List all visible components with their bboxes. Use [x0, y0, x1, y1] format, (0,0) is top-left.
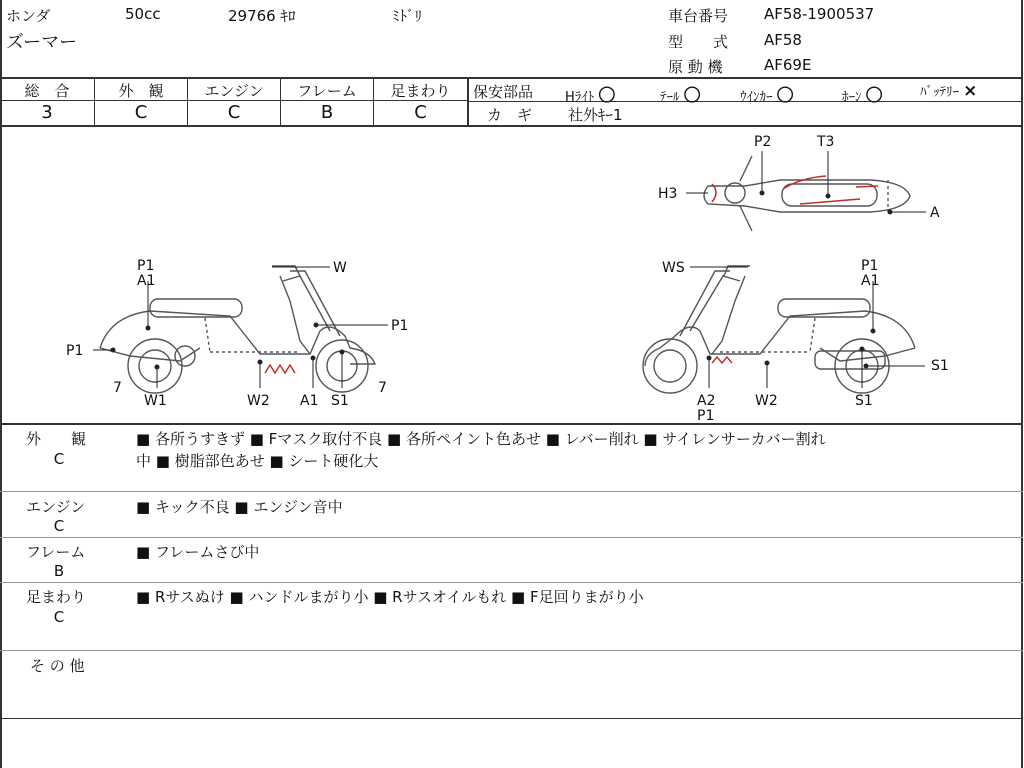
grade-header-suspension: 足まわり	[390, 82, 451, 100]
section-suspension-grade: C	[53, 608, 65, 626]
label-left-s1: S1	[331, 393, 349, 409]
damage-diagram	[0, 126, 1021, 423]
section-suspension-note: ■ Rサスぬけ ■ ハンドルまがり小 ■ Rサスオイルもれ ■ F足回りまがり小	[136, 588, 644, 606]
label-top-h3: H3	[658, 186, 678, 202]
safety-item-winker	[740, 81, 794, 106]
rule-sec3	[0, 582, 1023, 583]
cross-mark-icon: ×	[963, 81, 978, 101]
frame-no: AF58-1900537	[764, 5, 875, 23]
label-left-a1-bottom: A1	[300, 393, 319, 409]
label-right-w2: W2	[755, 393, 778, 409]
safety-item-name: ｳｲﾝｶｰ	[740, 90, 773, 105]
label-top-p2: P2	[754, 134, 772, 150]
section-exterior-note-2: 中 ■ 樹脂部色あせ ■ シート硬化大	[136, 452, 379, 470]
label-left-w: W	[333, 260, 347, 276]
label-left-a1-top: A1	[137, 273, 156, 289]
mileage: 29766 ｷﾛ	[228, 7, 296, 25]
section-engine-note: ■ キック不良 ■ エンジン音中	[136, 498, 343, 516]
section-frame-grade: B	[53, 562, 65, 580]
safety-item-name: ﾊﾞｯﾃﾘｰ	[920, 85, 959, 100]
section-frame-title: フレーム	[26, 543, 86, 561]
engine-value: AF69E	[764, 56, 812, 74]
section-exterior-title: 外 観	[26, 430, 87, 448]
maker: ホンダ	[6, 7, 51, 25]
section-exterior-grade: C	[53, 450, 65, 468]
label-top-a: A	[930, 205, 940, 221]
label-right-p1-top: P1	[861, 258, 879, 274]
safety-item-horn	[842, 81, 883, 106]
circle-mark-icon: 〇	[776, 86, 794, 106]
section-suspension-title: 足まわり	[26, 588, 87, 606]
grade-suspension: C	[414, 102, 427, 123]
col-div-5	[467, 78, 469, 126]
grade-frame: B	[320, 102, 334, 123]
rule-diagram	[0, 423, 1023, 425]
safety-item-name: ﾎｰﾝ	[842, 90, 862, 105]
frame-right	[1021, 0, 1023, 768]
color: ﾐﾄﾞﾘ	[392, 7, 423, 25]
rule-sec2	[0, 537, 1023, 538]
section-frame-note: ■ フレームさび中	[136, 543, 260, 561]
rule-header	[0, 77, 1023, 79]
safety-item-tail	[660, 81, 701, 106]
safety-item-name: ﾃｰﾙ	[660, 90, 680, 105]
safety-item-headlight	[565, 81, 615, 106]
scooter-top-view	[704, 156, 910, 231]
type-value: AF58	[764, 31, 802, 49]
grade-header-frame: フレーム	[297, 82, 357, 100]
grade-engine: C	[227, 102, 241, 123]
grade-total: 3	[41, 102, 53, 123]
label-right-a1-top: A1	[861, 273, 880, 289]
key-label: カ ギ	[487, 106, 533, 124]
label-left-p1-left: P1	[66, 343, 84, 359]
key-value: 社外ｷｰ1	[568, 106, 623, 124]
label-right-ws: WS	[662, 260, 685, 276]
circle-mark-icon: 〇	[598, 86, 616, 106]
safety-item-name: Hﾗｲﾄ	[565, 90, 595, 105]
rule-sec5	[0, 718, 1023, 719]
engine-label: 原 動 機	[668, 58, 723, 76]
label-right-s1-side: S1	[931, 358, 949, 374]
label-left-w1: W1	[144, 393, 167, 409]
label-right-a2: A2	[697, 393, 716, 409]
label-left-7b: 7	[378, 380, 387, 396]
label-left-w2: W2	[247, 393, 270, 409]
label-right-p1-bottom: P1	[697, 408, 715, 423]
label-left-7a: 7	[113, 380, 122, 396]
frame-no-label: 車台番号	[668, 7, 729, 25]
label-left-p1-top: P1	[137, 258, 155, 274]
circle-mark-icon: 〇	[865, 86, 883, 106]
section-exterior-note-1: ■ 各所うすきず ■ Fマスク取付不良 ■ 各所ペイント色あせ ■ レバー削れ ■ サイレンサーカバー割れ	[136, 430, 826, 448]
label-right-s1-bottom: S1	[855, 393, 873, 409]
rule-sec1	[0, 491, 1023, 492]
model-name: ズーマー	[6, 32, 78, 53]
type-label: 型 式	[668, 33, 729, 51]
grade-header-exterior: 外 観	[118, 82, 164, 100]
rule-sec4	[0, 650, 1023, 651]
circle-mark-icon: 〇	[683, 86, 701, 106]
damage-marks	[265, 176, 878, 373]
safety-label: 保安部品	[473, 83, 534, 101]
section-engine-grade: C	[53, 517, 65, 535]
label-top-t3: T3	[817, 134, 835, 150]
grade-exterior: C	[134, 102, 148, 123]
section-engine-title: エンジン	[26, 498, 86, 516]
grade-header-total: 総 合	[24, 82, 70, 100]
displacement: 50cc	[125, 5, 161, 23]
safety-item-battery	[920, 81, 977, 101]
section-other-title: そ の 他	[30, 657, 85, 675]
label-left-p1-right: P1	[391, 318, 409, 334]
grade-header-engine: エンジン	[204, 82, 264, 100]
